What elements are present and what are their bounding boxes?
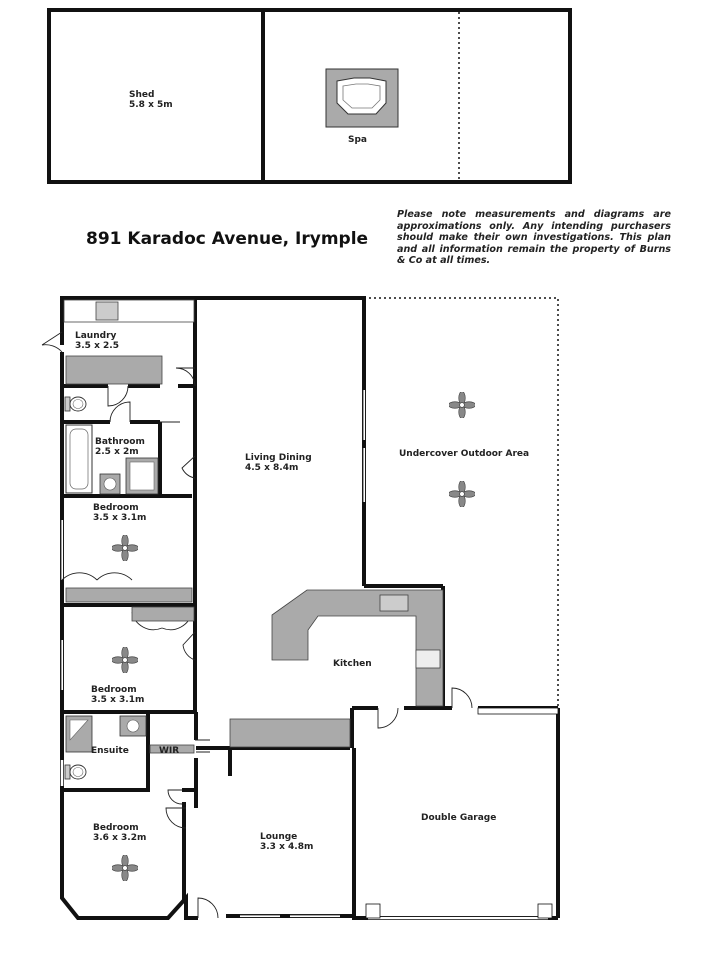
bedroom-3-label: Bedroom bbox=[93, 823, 139, 833]
bathroom-label: Bathroom bbox=[95, 437, 145, 447]
bathroom-size: 2.5 x 2m bbox=[95, 447, 139, 457]
shed-size: 5.8 x 5m bbox=[129, 100, 173, 110]
kitchen-label: Kitchen bbox=[333, 659, 372, 669]
bedroom-1-label: Bedroom bbox=[93, 503, 139, 513]
property-address: 891 Karadoc Avenue, Irymple bbox=[86, 229, 369, 249]
bedroom-2-label: Bedroom bbox=[91, 685, 137, 695]
living-dining-size: 4.5 x 8.4m bbox=[245, 463, 299, 473]
undercover-outdoor-label: Undercover Outdoor Area bbox=[399, 449, 530, 459]
laundry-size: 3.5 x 2.5 bbox=[75, 341, 119, 351]
lounge-label: Lounge bbox=[260, 832, 298, 842]
disclaimer-note: Please note measurements and diagrams are approximations only. Any intending purchasers should make their own investigations. This plan and all information remain the property of Burns & Co at all times. bbox=[397, 209, 671, 267]
outbuildings bbox=[49, 10, 570, 182]
shed-label: Shed bbox=[129, 90, 155, 100]
double-garage-label: Double Garage bbox=[421, 813, 497, 823]
bedroom-2-size: 3.5 x 3.1m bbox=[91, 695, 145, 705]
lounge-size: 3.3 x 4.8m bbox=[260, 842, 314, 852]
bedroom-1-size: 3.5 x 3.1m bbox=[93, 513, 147, 523]
living-dining-label: Living Dining bbox=[245, 453, 312, 463]
wir-label: WIR bbox=[159, 746, 180, 756]
bathtub-icon bbox=[66, 425, 92, 493]
ensuite-label: Ensuite bbox=[91, 746, 129, 756]
bedroom-3-size: 3.6 x 3.2m bbox=[93, 833, 147, 843]
spa-label: Spa bbox=[348, 135, 367, 145]
laundry-label: Laundry bbox=[75, 331, 117, 341]
spa-icon bbox=[326, 69, 398, 127]
